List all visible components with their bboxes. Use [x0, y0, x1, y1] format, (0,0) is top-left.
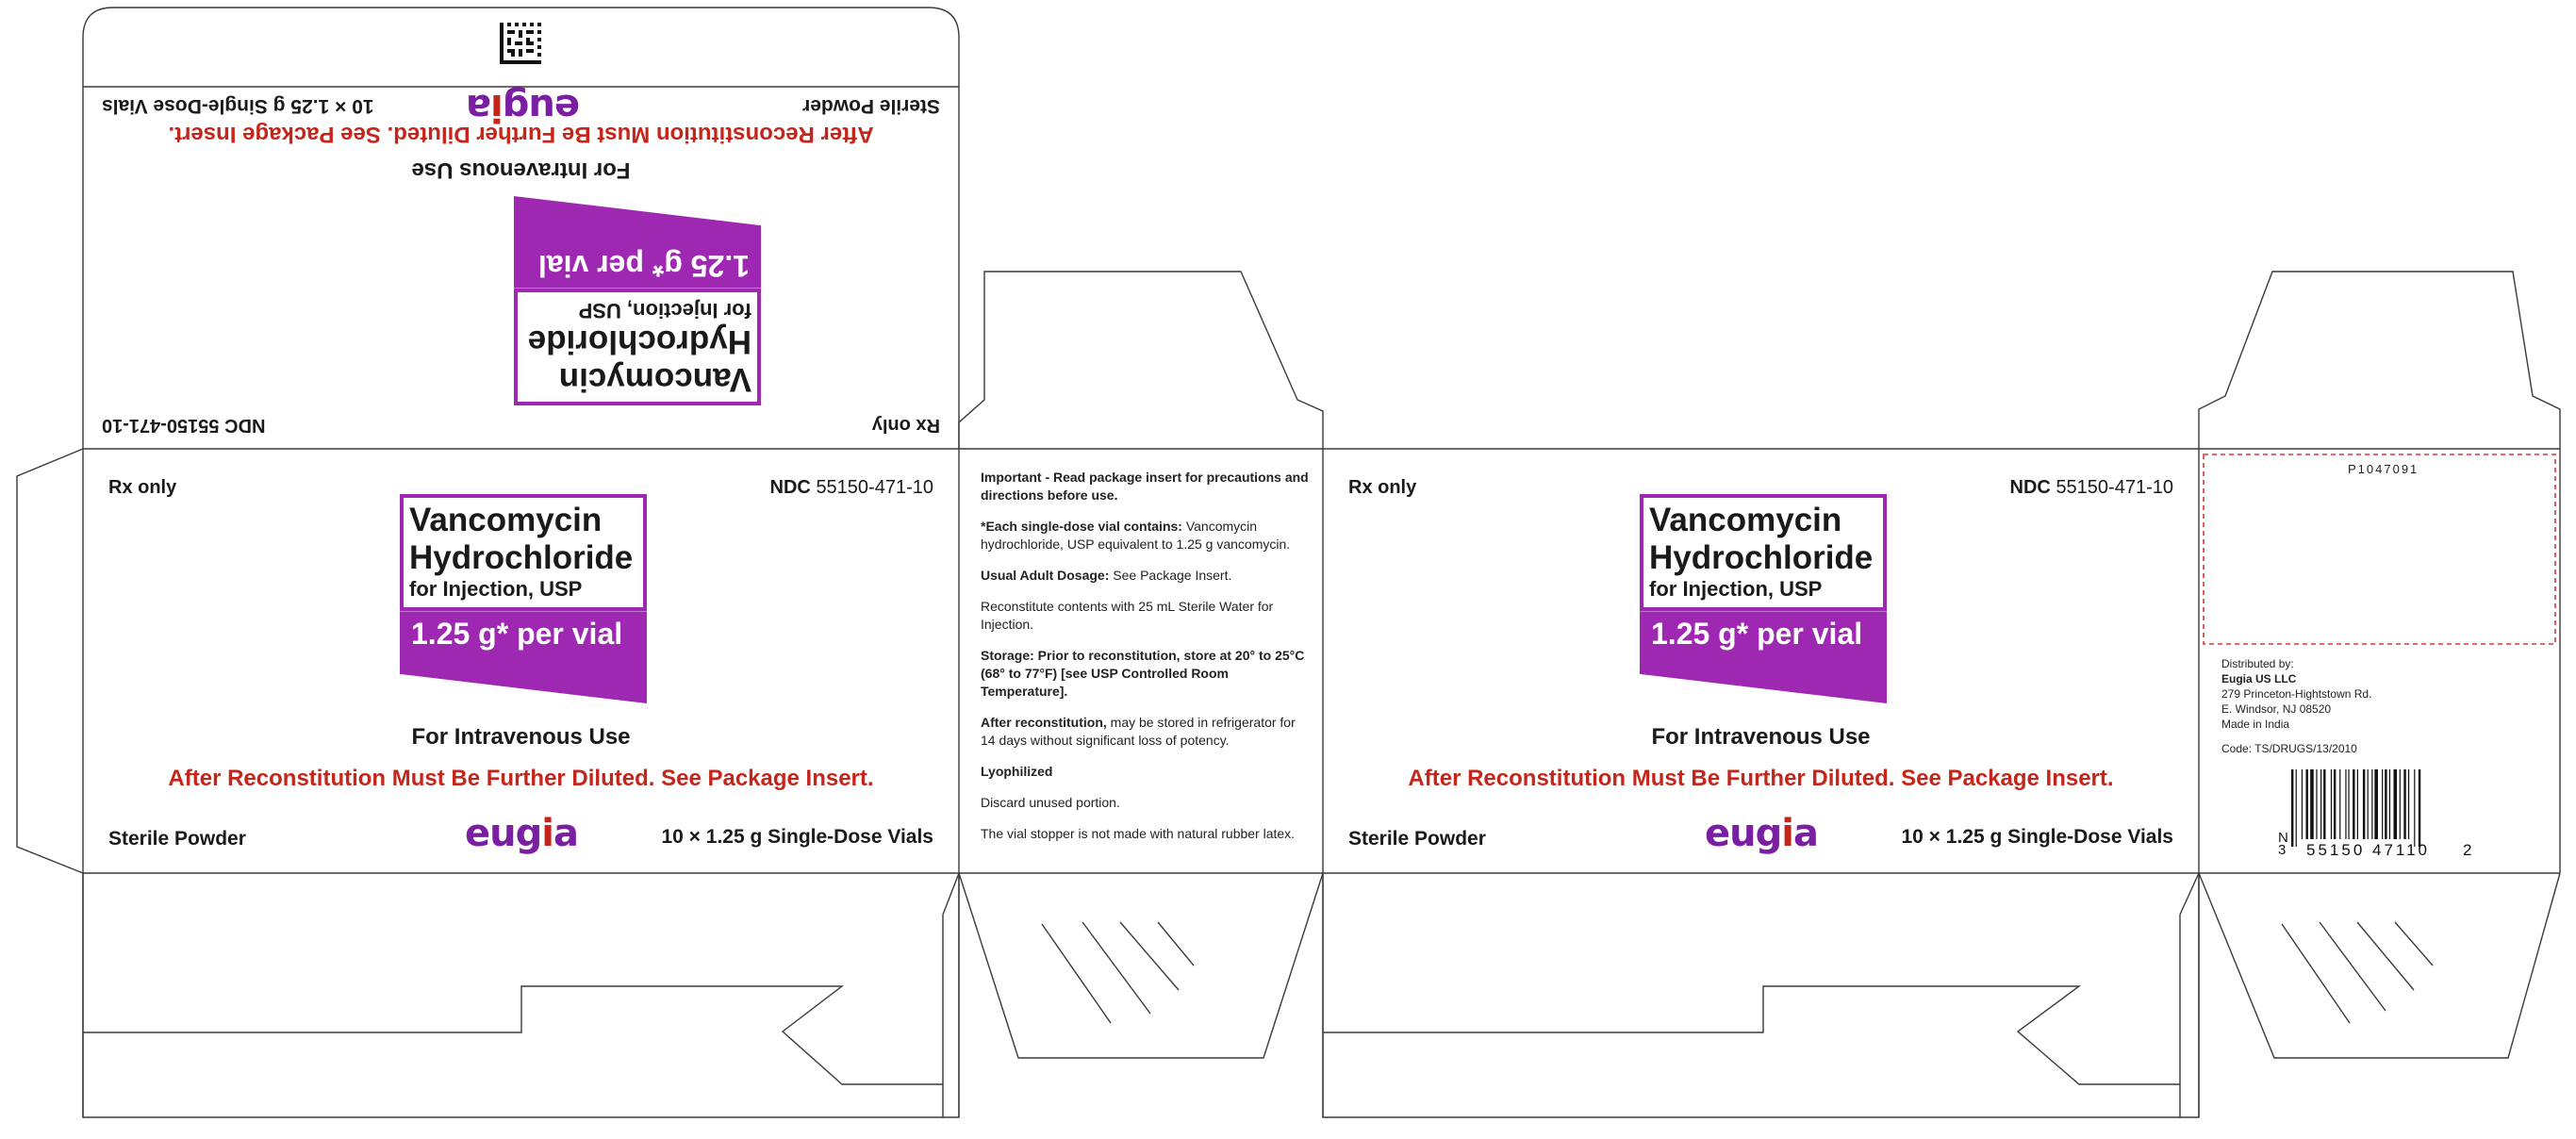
- vial-count-label: 10 × 1.25 g Single-Dose Vials: [102, 95, 374, 117]
- address-line-1: 279 Princeton-Hightstown Rd.: [2221, 687, 2372, 701]
- origin-label: Made in India: [2221, 718, 2290, 731]
- rx-only-label: Rx only: [1348, 477, 1417, 498]
- sterile-powder-label: Sterile Powder: [802, 95, 940, 117]
- vial-count-label: 10 × 1.25 g Single-Dose Vials: [1901, 826, 2173, 848]
- ndc-label: NDC 55150-471-10: [102, 415, 266, 436]
- side-info-panel: [981, 469, 1313, 856]
- eugia-logo: eugia: [1705, 812, 1818, 855]
- barcode-bar: [2414, 769, 2415, 847]
- drug-name: Vancomycin Hydrochloride: [409, 502, 634, 576]
- ndc-label: NDC 55150-471-10: [769, 477, 933, 498]
- drug-subtitle: for Injection, USP: [409, 577, 583, 601]
- route-label: For Intravenous Use: [1651, 724, 1871, 750]
- top-flap-content: [83, 87, 959, 449]
- storage-note: Storage: Prior to reconstitution, store at 20° to 25°C (68° to 77°F) [see USP Controlled Room Temperature].: [981, 648, 1305, 699]
- address-line-2: E. Windsor, NJ 08520: [2221, 702, 2332, 716]
- reconstitution-warning: After Reconstitution Must Be Further Diluted. See Package Insert.: [1408, 766, 2114, 791]
- data-matrix-icon: [500, 23, 541, 64]
- drug-subtitle: for Injection, USP: [1649, 577, 1823, 601]
- front-panel-2: [1323, 449, 2199, 873]
- strength-text: 1.25 g* per vial: [537, 249, 750, 283]
- barcode-bar: [2316, 769, 2317, 839]
- distributor-block: [2221, 656, 2371, 756]
- lot-code: P1047091: [2348, 462, 2419, 476]
- rx-only-label: Rx only: [871, 415, 940, 436]
- barcode-bar: [2371, 769, 2372, 839]
- rx-only-label: Rx only: [108, 477, 177, 498]
- reconstitution-warning: After Reconstitution Must Be Further Diluted. See Package Insert.: [168, 122, 874, 147]
- reconstitution-warning: After Reconstitution Must Be Further Diluted. See Package Insert.: [168, 766, 874, 791]
- sterile-powder-label: Sterile Powder: [1348, 828, 1486, 850]
- barcode-bar: [2310, 769, 2314, 839]
- strength-text: 1.25 g* per vial: [1651, 617, 1863, 651]
- ndc-label: NDC 55150-471-10: [2009, 477, 2173, 498]
- barcode-bar: [2394, 769, 2398, 839]
- route-label: For Intravenous Use: [411, 157, 631, 183]
- barcode-bar: [2331, 769, 2332, 839]
- barcode-bar: [2389, 769, 2390, 839]
- barcode-bar: [2291, 769, 2293, 847]
- drug-name: Vancomycin Hydrochloride: [1649, 502, 1874, 576]
- barcode-bar: [2339, 769, 2340, 839]
- lyophilized-label: Lyophilized: [981, 764, 1053, 779]
- barcode-bar: [2368, 769, 2369, 839]
- barcode-left-digit: N 3: [2278, 830, 2291, 858]
- barcode-bar: [2363, 769, 2365, 839]
- latex-note: The vial stopper is not made with natural rubber latex.: [981, 826, 1296, 841]
- drug-title-box: [400, 494, 647, 703]
- regulatory-code: Code: TS/DRUGS/13/2010: [2221, 742, 2357, 755]
- discard-note: Discard unused portion.: [981, 795, 1120, 810]
- barcode-bar: [2348, 769, 2349, 839]
- barcode-bar: [2353, 769, 2354, 839]
- important-note: Important - Read package insert for precautions and directions before use.: [981, 470, 1309, 503]
- reconstitution-note: Reconstitute contents with 25 mL Sterile Water for Injection.: [981, 599, 1274, 632]
- drug-name: Vancomycin Hydrochloride: [527, 323, 751, 398]
- barcode-bar: [2419, 769, 2420, 847]
- barcode-bar: [2357, 769, 2358, 839]
- route-label: For Intravenous Use: [411, 724, 631, 750]
- drug-subtitle: for Injection, USP: [578, 299, 751, 322]
- barcode-bar: [2408, 769, 2409, 839]
- barcode-bar: [2323, 769, 2325, 839]
- barcode-bar: [2385, 769, 2386, 839]
- barcode-bar: [2403, 769, 2405, 839]
- barcode-bar: [2302, 769, 2303, 839]
- strength-text: 1.25 g* per vial: [411, 617, 623, 651]
- barcode-digits: 55150 47110: [2306, 841, 2431, 859]
- barcode: [2289, 769, 2459, 847]
- barcode-check-digit: 2: [2463, 841, 2475, 859]
- usual-dosage: Usual Adult Dosage: See Package Insert.: [981, 568, 1232, 583]
- vial-count-label: 10 × 1.25 g Single-Dose Vials: [661, 826, 933, 848]
- company-name: Eugia US LLC: [2221, 672, 2297, 685]
- barcode-bar: [2400, 769, 2401, 839]
- sterile-powder-label: Sterile Powder: [108, 828, 246, 850]
- drug-title-box: [1640, 494, 1887, 703]
- eugia-logo: eugia: [467, 86, 580, 129]
- barcode-bar: [2306, 769, 2308, 839]
- barcode-bar: [2382, 769, 2383, 839]
- distributed-by-label: Distributed by:: [2221, 657, 2294, 670]
- barcode-bar: [2334, 769, 2336, 839]
- barcode-bar: [2374, 769, 2378, 839]
- after-reconstitution-note: After reconstitution, may be stored in refrigerator for 14 days without significant loss of potency.: [981, 715, 1296, 748]
- vial-contents: *Each single-dose vial contains: Vancomycin hydrochloride, USP equivalent to 1.25 g vancomycin.: [981, 519, 1291, 552]
- front-panel-1: [83, 449, 959, 873]
- eugia-logo: eugia: [465, 812, 578, 855]
- barcode-bar: [2320, 769, 2321, 839]
- drug-title-box: [514, 196, 761, 405]
- barcode-bar: [2296, 769, 2297, 847]
- barcode-bar: [2345, 769, 2346, 839]
